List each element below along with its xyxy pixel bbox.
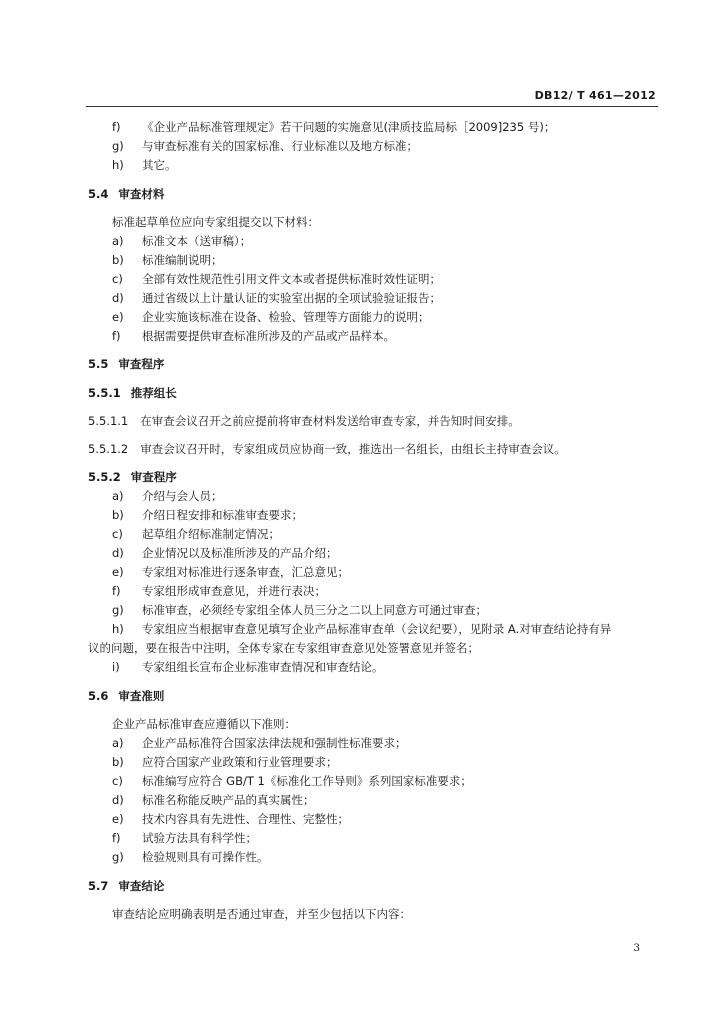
list-item-text: 企业情况以及标准所涉及的产品介绍；: [142, 546, 338, 560]
list-item-text: 试验方法具有科学性；: [142, 831, 257, 845]
list-item-text: 全部有效性规范性引用文件文本或者提供标准时效性证明；: [142, 272, 441, 286]
document-code-header: DB12/ T 461—2012: [534, 89, 656, 102]
list-marker: f): [112, 831, 121, 845]
list-item-text: 企业产品标准符合国家法律法规和强制性标准要求；: [142, 736, 407, 750]
list-item-text: 起草组介绍标准制定情况；: [142, 527, 280, 541]
list-marker: e): [112, 310, 124, 324]
list-marker: g): [112, 850, 124, 864]
section-intro: 标准起草单位应向专家组提交以下材料：: [112, 215, 319, 229]
list-marker: c): [112, 527, 123, 541]
section-title: 审查结论: [118, 879, 165, 893]
list-marker: e): [112, 565, 124, 579]
list-item: [112, 773, 472, 789]
paragraph-number: 5.5.1.2: [88, 442, 129, 456]
section-heading-5-5: [88, 356, 164, 372]
list-item-text: 《企业产品标准管理规定》若干问题的实施意见(津质技监局标［2009]235 号)；: [142, 120, 556, 134]
list-item: [112, 290, 441, 306]
list-item-text: 技术内容具有先进性、合理性、完整性；: [142, 812, 349, 826]
list-item: [112, 488, 223, 504]
list-item-text: 根据需要提供审查标准所涉及的产品或产品样本。: [142, 329, 395, 343]
list-item: [112, 526, 280, 542]
list-item: [112, 545, 338, 561]
section-title: 审查程序: [130, 470, 177, 484]
section-heading-5-7: [88, 878, 164, 894]
list-marker: d): [112, 291, 124, 305]
section-number: 5.7: [88, 879, 109, 893]
list-item: [112, 138, 418, 154]
list-item: [112, 830, 257, 846]
section-number: 5.6: [88, 689, 109, 703]
list-item: [112, 328, 395, 344]
list-item: [112, 659, 384, 675]
section-title: 推荐组长: [130, 386, 177, 400]
list-item-text: 通过省级以上计量认证的实验室出据的全项试验验证报告；: [142, 291, 441, 305]
list-item-continuation: 议的问题，要在报告中注明，全体专家在专家组审查意见处签署意见并签名；: [88, 641, 479, 655]
section-heading-5-5-1: [88, 385, 177, 401]
list-item: [112, 271, 441, 287]
list-item-text: 专家组应当根据审查意见填写企业产品标准审查单（会议纪要），见附录 A.对审查结论持有异: [142, 622, 612, 636]
list-marker: b): [112, 508, 124, 522]
page-number: 3: [633, 942, 640, 954]
list-item: [112, 507, 303, 523]
section-intro: 企业产品标准审查应遵循以下准则：: [112, 717, 296, 731]
numbered-paragraph: [88, 441, 566, 457]
list-item-text: 标准审查，必须经专家组全体人员三分之二以上同意方可通过审查；: [142, 603, 487, 617]
list-marker: a): [112, 736, 124, 750]
list-marker: d): [112, 793, 124, 807]
list-marker: h): [112, 622, 124, 636]
list-marker: b): [112, 755, 124, 769]
list-marker: c): [112, 272, 123, 286]
section-title: 审查材料: [118, 187, 165, 201]
section-heading-5-6: [88, 688, 164, 704]
list-item: [112, 792, 315, 808]
list-item: [112, 157, 177, 173]
list-marker: d): [112, 546, 124, 560]
list-item: [112, 602, 487, 618]
list-item: [112, 811, 349, 827]
list-marker: b): [112, 253, 124, 267]
header-rule: [86, 106, 658, 107]
list-marker: e): [112, 812, 124, 826]
section-title: 审查准则: [118, 689, 165, 703]
section-heading-5-4: [88, 186, 164, 202]
list-marker: f): [112, 329, 121, 343]
list-item-text: 标准编写应符合 GB/T 1《标准化工作导则》系列国家标准要求；: [142, 774, 472, 788]
section-title: 审查程序: [118, 357, 165, 371]
list-item: [112, 119, 555, 135]
list-item-text: 检验规则具有可操作性。: [142, 850, 269, 864]
list-item-text: 专家组形成审查意见，并进行表决；: [142, 584, 326, 598]
list-marker: c): [112, 774, 123, 788]
list-item: [112, 621, 611, 637]
list-item-text: 介绍与会人员；: [142, 489, 223, 503]
list-item-text: 标准编制说明；: [142, 253, 223, 267]
list-item-text: 企业实施该标准在设备、检验、管理等方面能力的说明；: [142, 310, 430, 324]
list-item: [112, 564, 349, 580]
list-item-text: 其它。: [142, 158, 177, 172]
list-item-text: 专家组组长宣布企业标准审查情况和审查结论。: [142, 660, 384, 674]
list-item-text: 与审查标准有关的国家标准、行业标准以及地方标准；: [142, 139, 418, 153]
list-item: [112, 735, 407, 751]
list-item-text: 标准名称能反映产品的真实属性；: [142, 793, 315, 807]
section-number: 5.4: [88, 187, 109, 201]
section-intro: 审查结论应明确表明是否通过审查，并至少包括以下内容：: [112, 907, 411, 921]
list-item: [112, 252, 223, 268]
list-item: [112, 754, 338, 770]
list-marker: i): [112, 660, 120, 674]
section-number: 5.5.1: [88, 386, 121, 400]
section-number: 5.5: [88, 357, 109, 371]
list-item: [112, 849, 269, 865]
list-marker: a): [112, 234, 124, 248]
list-marker: g): [112, 139, 124, 153]
paragraph-number: 5.5.1.1: [88, 414, 129, 428]
section-heading-5-5-2: [88, 469, 177, 485]
numbered-paragraph: [88, 413, 520, 429]
list-item: [112, 233, 251, 249]
list-item-text: 应符合国家产业政策和行业管理要求；: [142, 755, 338, 769]
paragraph-text: 在审查会议召开之前应提前将审查材料发送给审查专家，并告知时间安排。: [140, 414, 520, 428]
list-item: [112, 583, 326, 599]
paragraph-text: 审查会议召开时，专家组成员应协商一致，推选出一名组长，由组长主持审查会议。: [140, 442, 566, 456]
list-item: [112, 309, 430, 325]
list-marker: f): [112, 584, 121, 598]
list-marker: f): [112, 120, 121, 134]
section-number: 5.5.2: [88, 470, 121, 484]
list-item-text: 介绍日程安排和标准审查要求；: [142, 508, 303, 522]
list-marker: h): [112, 158, 124, 172]
list-marker: g): [112, 603, 124, 617]
list-item-text: 标准文本（送审稿）；: [142, 234, 252, 248]
list-item-text: 专家组对标准进行逐条审查，汇总意见；: [142, 565, 349, 579]
list-marker: a): [112, 489, 124, 503]
